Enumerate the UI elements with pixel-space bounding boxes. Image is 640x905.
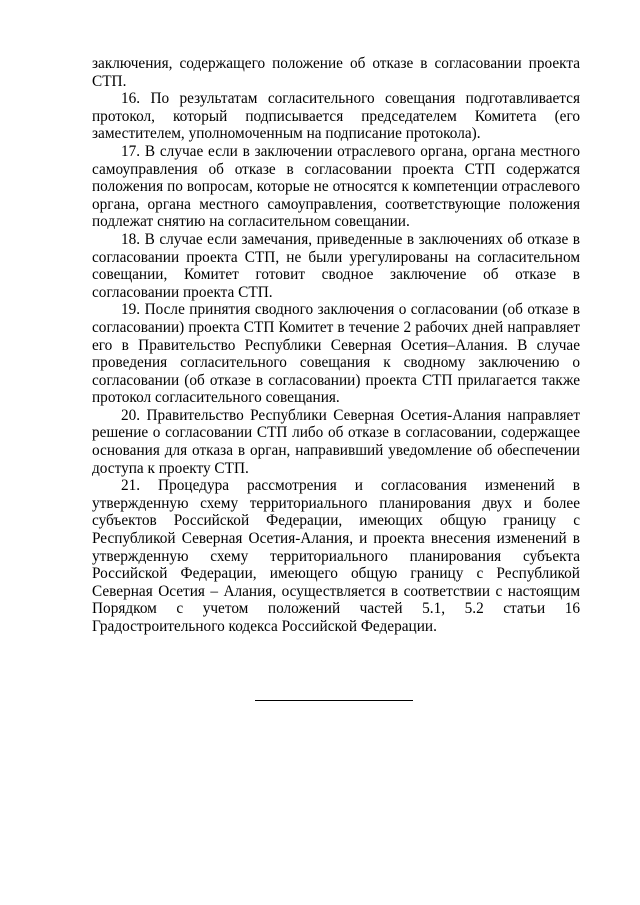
paragraph-21: 21. Процедура рассмотрения и согласования изменений в утвержденную схему территориального планирования двух и более субъектов Российской Федерации, имеющих общую границу с Республикой Северная Осетия-Алания, и проекта внесения изменений в утвержденную схему территориального планирования субъекта Российской Федерации, имеющего общую границу с Республикой Северная Осетия – Алания, осуществляется в соответствии с настоящим Порядком с учетом положений частей 5.1, 5.2 статьи 16 Градостроительного кодекса Российской Федерации. <box>92 477 580 635</box>
paragraph-19: 19. После принятия сводного заключения о согласовании (об отказе в согласовании) проекта СТП Комитет в течение 2 рабочих дней направляет его в Правительство Республики Северная Осетия–Алания. В случае проведения согласительного совещания к сводному заключению о согласовании (об отказе в согласовании) проекта СТП прилагается также протокол согласительного совещания. <box>92 301 580 407</box>
paragraph-16: 16. По результатам согласительного совещания подготавливается протокол, который подписывается председателем Комитета (его заместителем, уполномоченным на подписание протокола). <box>92 90 580 143</box>
paragraph-18: 18. В случае если замечания, приведенные в заключениях об отказе в согласовании проекта СТП, не были урегулированы на согласительном совещании, Комитет готовит сводное заключение об отказе в согласовании проекта СТП. <box>92 230 580 301</box>
paragraph-continuation: заключения, содержащего положение об отказе в согласовании проекта СТП. <box>92 55 580 90</box>
paragraph-20: 20. Правительство Республики Северная Осетия-Алания направляет решение о согласовании СТП либо об отказе в согласовании, содержащее основания для отказа в орган, направивший уведомление об обеспечении доступа к проекту СТП. <box>92 406 580 477</box>
document-body <box>92 55 580 636</box>
end-of-document-rule <box>255 700 413 701</box>
paragraph-17: 17. В случае если в заключении отраслевого органа, органа местного самоуправления об отказе в согласовании проекта СТП содержатся положения по вопросам, которые не относятся к компетенции отраслевого органа, органа местного самоуправления, соответствующие положения подлежат снятию на согласительном совещании. <box>92 142 580 231</box>
